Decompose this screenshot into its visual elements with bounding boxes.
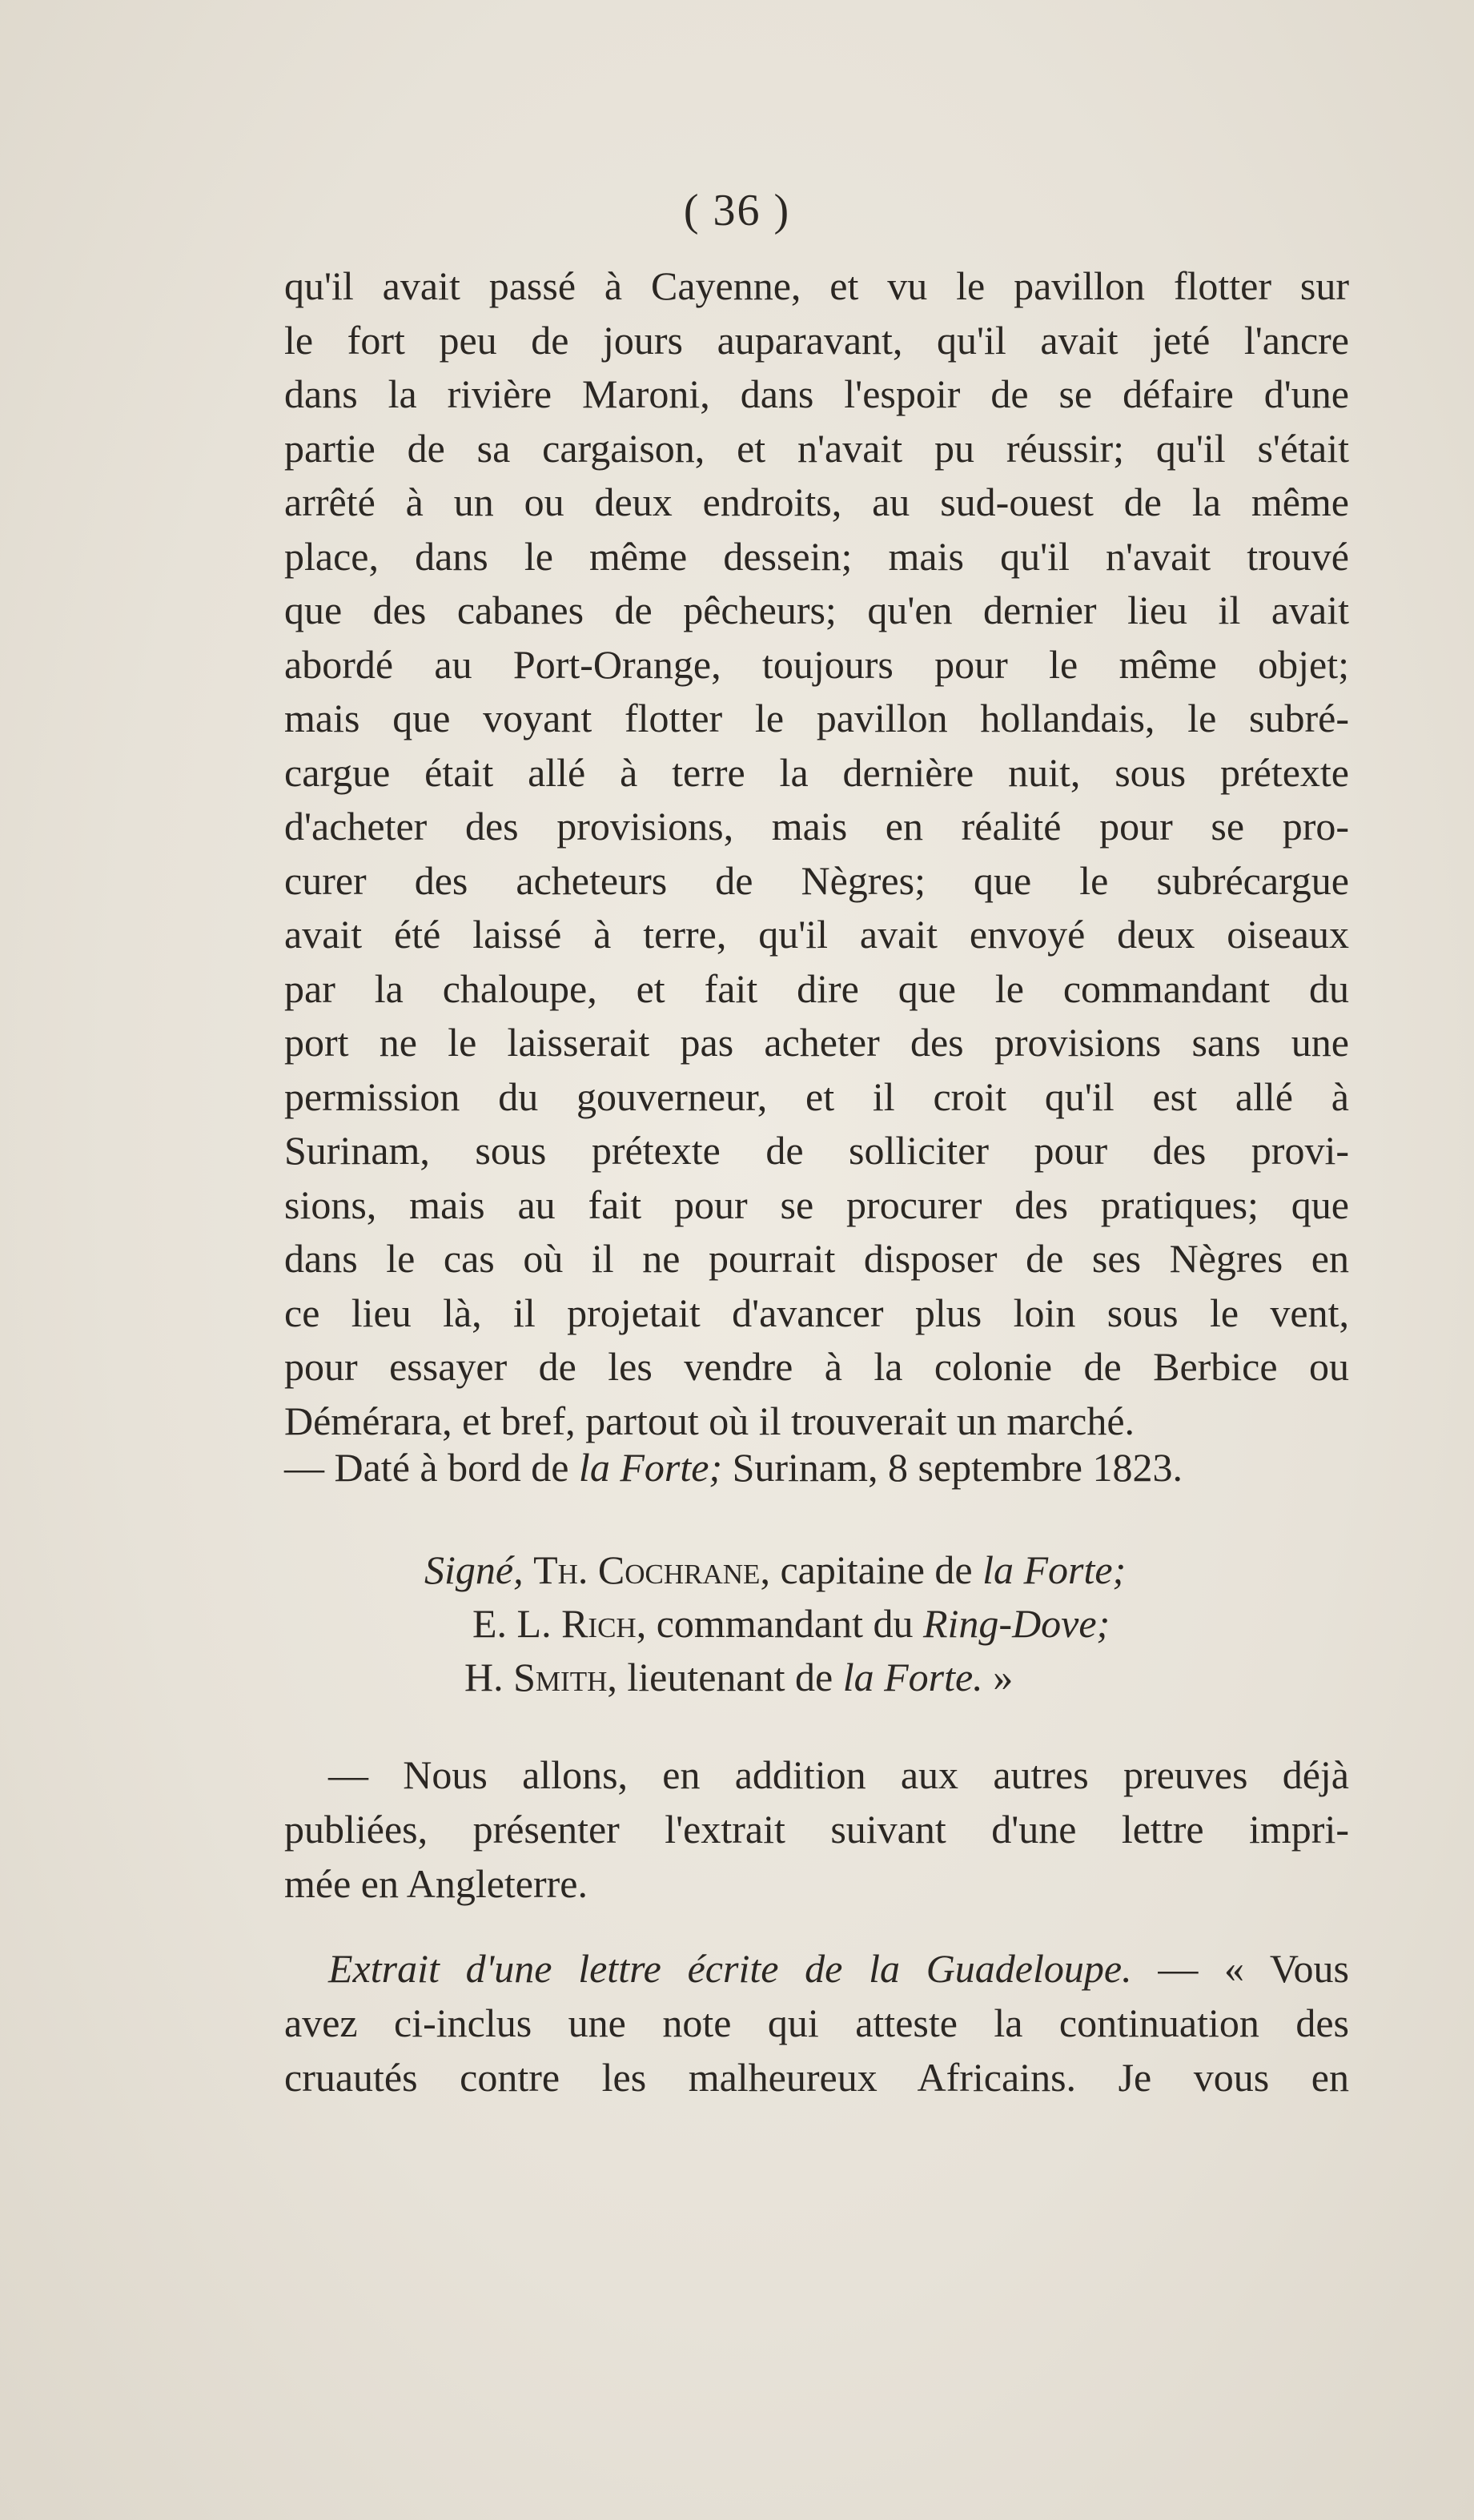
para3-line-3: cruautés contre les malheureux Africains. Je vous en (284, 2055, 1349, 2100)
para2-line-2: publiées, présenter l'extrait suivant d'une lettre impri- (284, 1807, 1349, 1852)
dated-line (284, 1441, 1349, 1494)
text-line: cargue était allé à terre la dernière nuit, sous prétexte (284, 749, 1349, 795)
signe-label: Signé, (424, 1547, 524, 1592)
dated-prefix: — Daté à bord de (284, 1445, 579, 1490)
signature-1 (424, 1543, 1126, 1596)
signer-name: Th. Cochrane (533, 1547, 761, 1592)
signature-2 (472, 1597, 1110, 1650)
text-line: pour essayer de les vendre à la colonie de Berbice ou (284, 1344, 1349, 1389)
page-number: ( 36 ) (683, 186, 791, 235)
closing-quote: » (982, 1655, 1014, 1699)
text-line: par la chaloupe, et fait dire que le commandant du (284, 965, 1349, 1011)
text-line: avait été laissé à terre, qu'il avait envoyé deux oiseaux (284, 912, 1349, 957)
dated-ship: la Forte; (578, 1445, 723, 1490)
text-line: mais que voyant flotter le pavillon hollandais, le subré- (284, 696, 1349, 740)
para3-line-1-rest: — « Vous (1131, 1946, 1350, 1991)
signer-ship: la Forte. (842, 1655, 983, 1699)
para2-line-3: mée en Angleterre. (284, 1861, 588, 1906)
signer-name: H. Smith (464, 1655, 608, 1699)
text-line: ce lieu là, il projetait d'avancer plus loin sous le vent, (284, 1290, 1349, 1335)
text-line: abordé au Port-Orange, toujours pour le même objet; (284, 641, 1349, 687)
text-line: d'acheter des provisions, mais en réalité pour se pro- (284, 804, 1349, 849)
text-line: curer des acheteurs de Nègres; que le subrécargue (284, 857, 1349, 903)
signer-role: , lieutenant de (607, 1655, 843, 1699)
text-line: port ne le laisserait pas acheter des provisions sans une (284, 1020, 1349, 1065)
para2-line-1: — Nous allons, en addition aux autres preuves déjà (328, 1752, 1349, 1797)
text-line: dans le cas où il ne pourrait disposer de ses Nègres en (284, 1236, 1349, 1281)
dated-suffix: Surinam, 8 septembre 1823. (722, 1445, 1183, 1490)
para3-line-1 (328, 1942, 1349, 1995)
para3-line-2: avez ci-inclus une note qui atteste la continuation des (284, 2000, 1349, 2045)
text-line: Démérara, et bref, partout où il trouverait un marché. (284, 1398, 1135, 1443)
text-line: sions, mais au fait pour se procurer des pratiques; que (284, 1182, 1349, 1227)
signer-role: , commandant du (636, 1601, 923, 1646)
text-line: permission du gouverneur, et il croit qu'il est allé à (284, 1073, 1349, 1119)
signer-name: E. L. Rich (472, 1601, 637, 1646)
text-line: partie de sa cargaison, et n'avait pu réussir; qu'il s'était (284, 425, 1349, 471)
text-line: le fort peu de jours auparavant, qu'il avait jeté l'ancre (284, 317, 1349, 363)
signer-role: , capitaine de (760, 1547, 983, 1592)
text-line: Surinam, sous prétexte de solliciter pour des provi- (284, 1128, 1349, 1173)
text-line: que des cabanes de pêcheurs; qu'en dernier lieu il avait (284, 588, 1349, 632)
text-line: qu'il avait passé à Cayenne, et vu le pavillon flotter sur (284, 263, 1349, 308)
extract-heading: Extrait d'une lettre écrite de la Guadeloupe. (328, 1946, 1132, 1991)
text-line: place, dans le même dessein; mais qu'il n'avait trouvé (284, 533, 1349, 579)
signer-ship: la Forte; (982, 1547, 1127, 1592)
text-line: dans la rivière Maroni, dans l'espoir de se défaire d'une (284, 371, 1349, 416)
signer-ship: Ring-Dove; (922, 1601, 1111, 1646)
signature-3 (464, 1651, 1013, 1703)
text-line: arrêté à un ou deux endroits, au sud-ouest de la même (284, 480, 1349, 524)
